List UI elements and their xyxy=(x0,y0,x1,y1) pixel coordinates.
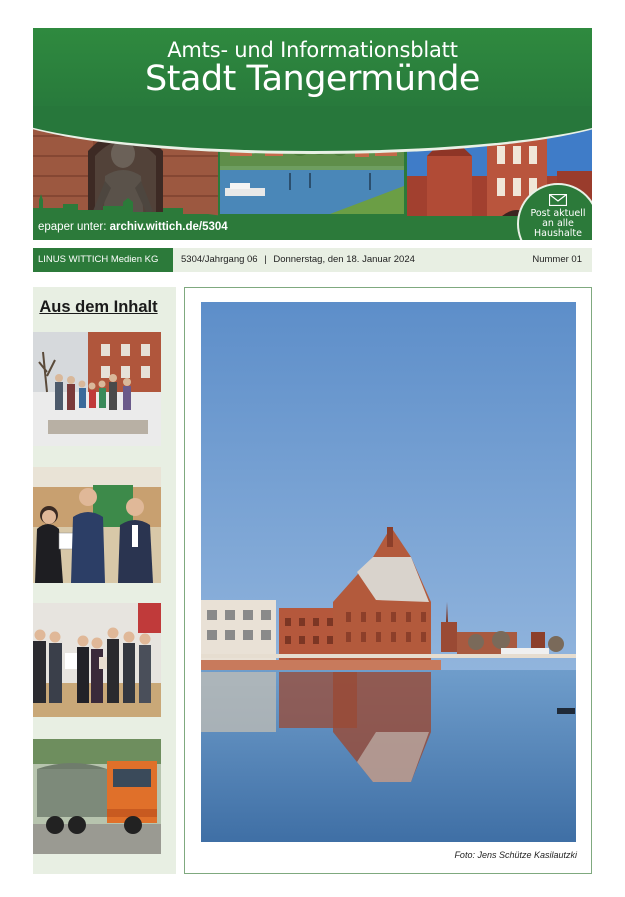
epaper-prefix: epaper unter: xyxy=(38,221,107,233)
publisher-label: LINUS WITTICH Medien KG xyxy=(33,248,173,272)
contents-thumb-award[interactable] xyxy=(33,467,161,583)
photo-credit: Foto: Jens Schütze Kasilautzki xyxy=(454,850,577,860)
masthead-title: Stadt Tangermünde xyxy=(145,59,480,99)
masthead-subtitle: Amts- und Informationsblatt xyxy=(167,38,458,62)
badge-line-1: Post aktuell xyxy=(530,208,586,219)
issue-info-bar xyxy=(33,248,592,272)
skyline-silhouette xyxy=(33,194,223,220)
badge-line-3: Haushalte xyxy=(534,228,582,239)
date-label: Donnerstag, den 18. Januar 2024 xyxy=(273,254,415,265)
cover-photo-granary xyxy=(201,302,576,842)
edition-label: 5304/Jahrgang 06 xyxy=(181,254,258,265)
contents-thumb-group-award[interactable] xyxy=(33,603,161,717)
contents-title: Aus dem Inhalt xyxy=(39,298,158,316)
masthead xyxy=(33,28,592,240)
badge-line-2: an alle xyxy=(542,218,574,229)
envelope-icon xyxy=(549,194,567,206)
epaper-link[interactable]: archiv.wittich.de/5304 xyxy=(109,221,228,233)
contents-thumb-truck[interactable] xyxy=(33,739,161,854)
cover-photo-frame xyxy=(184,287,592,874)
contents-thumb-group-fountain[interactable] xyxy=(33,332,161,446)
issue-number: Nummer 01 xyxy=(532,254,582,265)
epaper-line xyxy=(38,221,228,233)
issue-details xyxy=(181,248,415,272)
separator: | xyxy=(264,254,267,265)
contents-sidebar xyxy=(33,287,176,874)
